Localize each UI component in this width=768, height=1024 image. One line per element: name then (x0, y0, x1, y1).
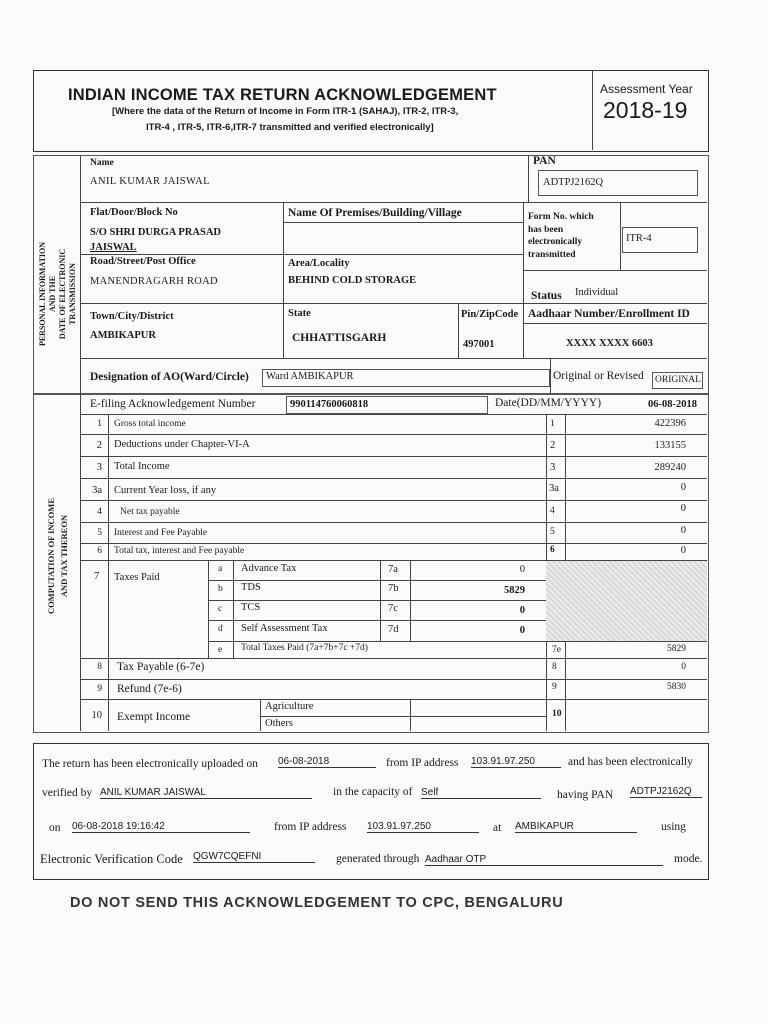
upload-date: 06-08-2018 (278, 756, 376, 768)
upload-ip: 103.91.97.250 (471, 756, 561, 768)
aadhaar-value: XXXX XXXX 6603 (566, 338, 653, 349)
verification-text-7: on (49, 822, 61, 834)
verification-text-1: The return has been electronically uploaded on (42, 758, 258, 770)
assessment-year-label: Assessment Year (600, 82, 693, 96)
original-revised-label: Original or Revised (553, 370, 644, 382)
verification-text-11: Electronic Verification Code (40, 852, 183, 866)
road-label: Road/Street/Post Office (90, 256, 196, 267)
form-no-label: Form No. which has been electronically transmitted (528, 212, 594, 260)
road-value: MANENDRAGARH ROAD (90, 276, 218, 287)
pin-label: Pin/ZipCode (461, 309, 519, 320)
pin-value: 497001 (463, 339, 495, 350)
name-value: ANIL KUMAR JAISWAL (90, 176, 210, 187)
verification-text-12: generated through (336, 853, 420, 865)
efiling-value: 990114760060818 (290, 399, 369, 410)
premises-label: Name Of Premises/Building/Village (288, 207, 462, 219)
original-value: ORIGINAL (655, 375, 701, 385)
verification-text-8: from IP address (274, 821, 347, 833)
assessment-year-value: 2018-19 (603, 97, 688, 123)
area-value: BEHIND COLD STORAGE (288, 275, 417, 286)
computation-side-label: COMPUTATION OF INCOME AND TAX THEREON (46, 498, 69, 615)
status-label: Status (531, 290, 562, 302)
ao-value: Ward AMBIKAPUR (266, 371, 354, 382)
state-label: State (288, 308, 311, 319)
form-title: INDIAN INCOME TAX RETURN ACKNOWLEDGEMENT (68, 86, 497, 104)
taxes-paid-label: Taxes Paid (114, 572, 160, 583)
form-subtitle-1: [Where the data of the Return of Income in Form ITR-1 (SAHAJ), ITR-2, ITR-3, (112, 106, 459, 117)
area-label: Area/Locality (288, 258, 350, 269)
verification-text-13: mode. (674, 853, 703, 865)
flat-value-2: JAISWAL (90, 242, 137, 253)
form-no-value: ITR-4 (626, 233, 652, 244)
flat-value-1: S/O SHRI DURGA PRASAD (90, 227, 221, 238)
town-label: Town/City/District (90, 311, 174, 322)
aadhaar-label: Aadhaar Number/Enrollment ID (528, 308, 690, 320)
name-label: Name (90, 158, 114, 168)
verification-text-3: and has been electronically (568, 756, 693, 768)
form-subtitle-2: ITR-4 , ITR-5, ITR-6,ITR-7 transmitted and verified electronically] (146, 122, 434, 133)
personal-side-label: PERSONAL INFORMATION AND THE DATE OF ELECTRONIC TRANSMISSION (38, 241, 77, 347)
verification-datetime: 06-08-2018 19:16:42 (72, 821, 250, 833)
verification-text-4: verified by (42, 787, 93, 799)
evc-code: QGW7CQEFNI (193, 851, 315, 863)
verification-text-6: having PAN (557, 789, 614, 801)
state-value: CHHATTISGARH (292, 332, 387, 344)
verification-text-2: from IP address (386, 757, 459, 769)
pan-label: PAN (533, 155, 556, 167)
date-value: 06-08-2018 (648, 399, 697, 410)
efiling-label: E-filing Acknowledgement Number (90, 398, 256, 410)
cpc-notice: DO NOT SEND THIS ACKNOWLEDGEMENT TO CPC, BENGALURU (70, 895, 564, 911)
status-value: Individual (575, 287, 619, 298)
town-value: AMBIKAPUR (90, 330, 156, 341)
verifier-pan: ADTPJ2162Q (630, 786, 702, 798)
verification-text-10: using (661, 821, 686, 833)
verification-ip: 103.91.97.250 (367, 821, 479, 833)
pan-value: ADTPJ2162Q (543, 177, 604, 188)
date-label: Date(DD/MM/YYYY) (495, 397, 602, 409)
evc-method: Aadhaar OTP (425, 854, 663, 866)
verification-place: AMBIKAPUR (515, 821, 637, 833)
flat-label: Flat/Door/Block No (90, 207, 178, 218)
taxes-paid-no: 7 (94, 571, 100, 582)
verification-text-9: at (493, 822, 502, 834)
ao-label: Designation of AO(Ward/Circle) (90, 371, 249, 383)
verified-by: ANIL KUMAR JAISWAL (100, 787, 312, 799)
taxes-paid-shading (546, 561, 707, 641)
capacity: Self (421, 787, 541, 799)
verification-text-5: in the capacity of (333, 786, 413, 798)
